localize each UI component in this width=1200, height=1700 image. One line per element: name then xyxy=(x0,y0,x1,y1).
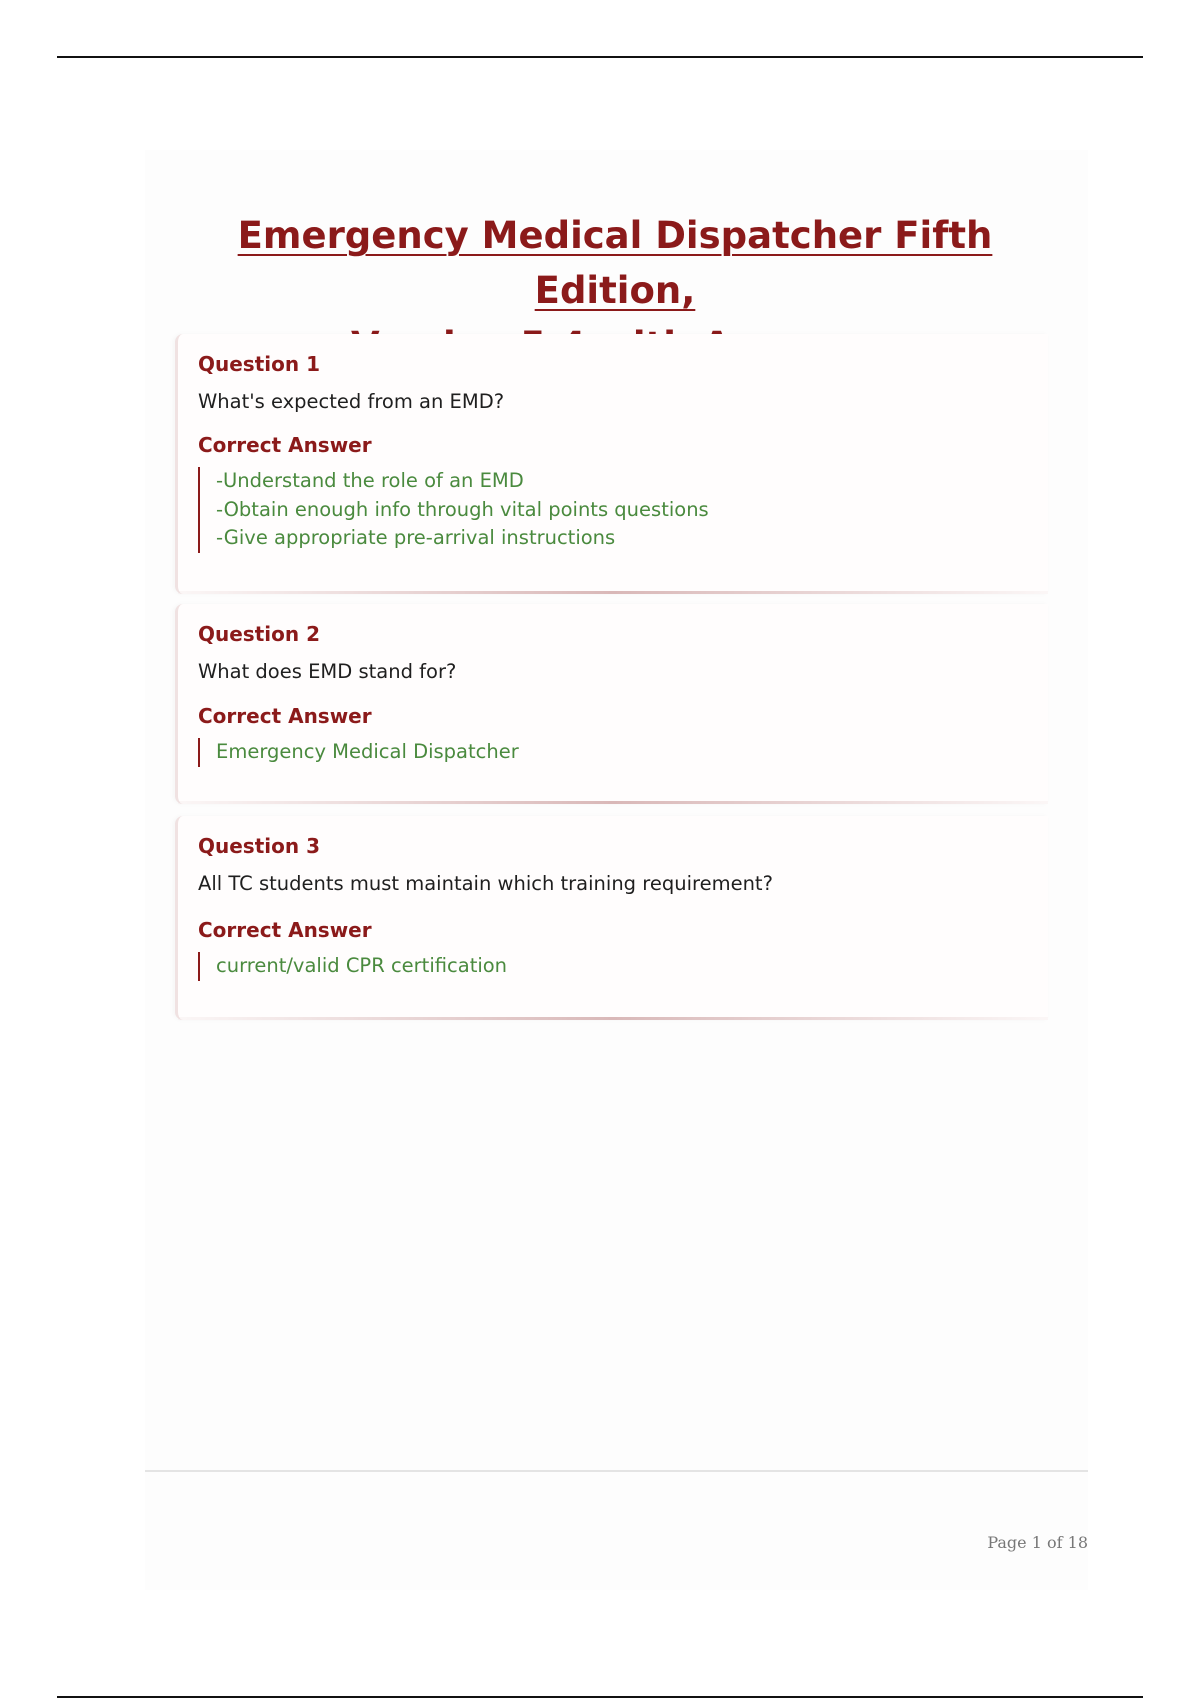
question-divider xyxy=(178,1017,1048,1020)
question-card-2 xyxy=(175,604,1048,804)
bottom-rule xyxy=(57,1696,1143,1698)
answer-label: Correct Answer xyxy=(198,918,372,942)
question-card-1 xyxy=(175,334,1048,594)
top-rule xyxy=(57,56,1143,58)
answer-line: Emergency Medical Dispatcher xyxy=(216,740,519,763)
answer-block xyxy=(198,952,507,981)
question-label: Question 3 xyxy=(198,834,320,858)
question-text: All TC students must maintain which training requirement? xyxy=(198,872,773,895)
answer-line: -Obtain enough info through vital points questions xyxy=(216,497,709,521)
answer-label: Correct Answer xyxy=(198,704,372,728)
answer-line: current/valid CPR certification xyxy=(216,954,508,977)
answer-line: -Give appropriate pre-arrival instructions xyxy=(216,526,616,549)
question-text: What's expected from an EMD? xyxy=(198,390,505,413)
page-number: Page 1 of 18 xyxy=(987,1533,1088,1552)
question-text: What does EMD stand for? xyxy=(198,660,457,683)
answer-label: Correct Answer xyxy=(198,433,372,457)
question-divider xyxy=(178,591,1048,594)
question-divider xyxy=(178,801,1048,804)
answer-block xyxy=(198,738,519,767)
footer-rule xyxy=(145,1470,1088,1472)
question-label: Question 2 xyxy=(198,622,320,646)
title-line-1: Emergency Medical Dispatcher Fifth Edition, xyxy=(237,214,993,312)
question-card-3 xyxy=(175,816,1048,1020)
answer-line: -Understand the role of an EMD xyxy=(216,469,524,492)
answer-block xyxy=(198,467,709,553)
document-page xyxy=(145,150,1088,1590)
question-label: Question 1 xyxy=(198,352,320,376)
